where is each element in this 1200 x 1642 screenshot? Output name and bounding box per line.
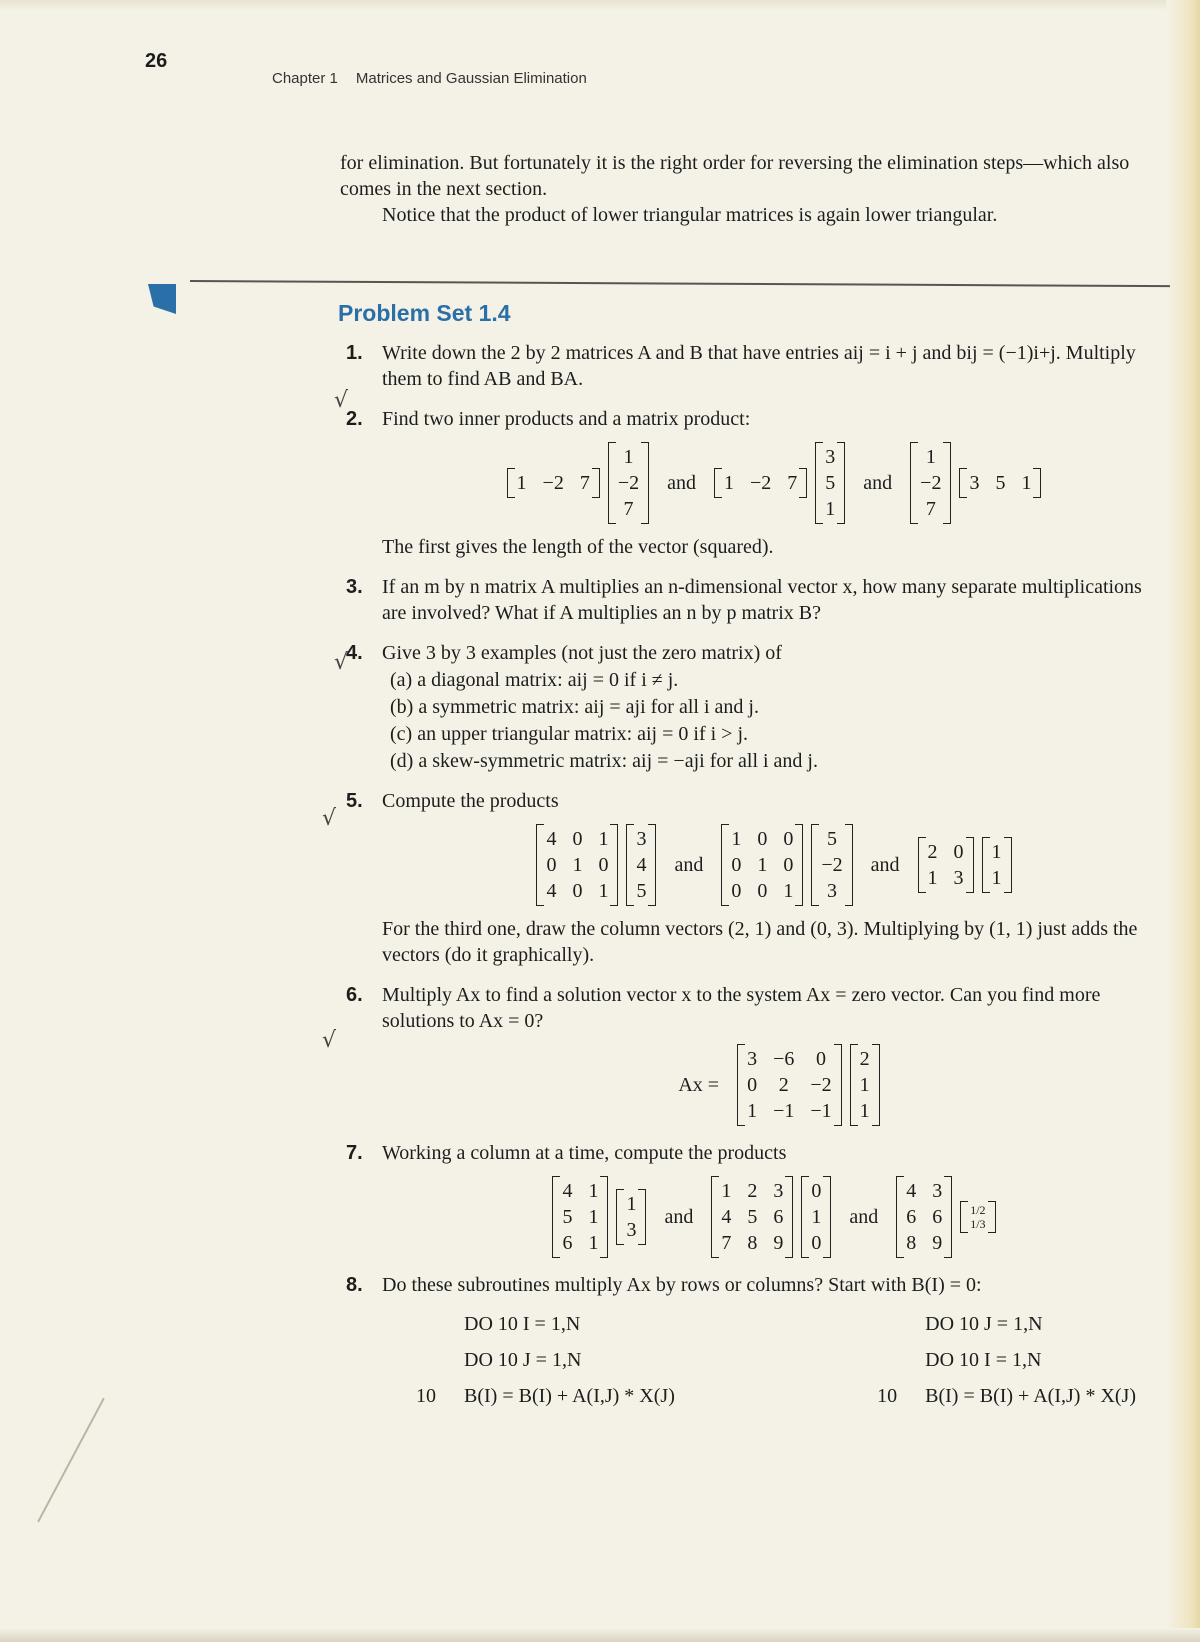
running-head <box>272 70 587 87</box>
entry: 1 <box>588 1232 599 1254</box>
entry: 1 <box>859 1074 870 1096</box>
entry: 1 <box>516 472 527 494</box>
entry: 6 <box>773 1206 784 1228</box>
problem-number: 6. <box>346 984 363 1006</box>
matrix <box>896 1176 952 1258</box>
entry: 1 <box>927 867 938 889</box>
problem-number: 5. <box>346 790 363 812</box>
entry: 3 <box>747 1048 758 1070</box>
entry: 3 <box>626 1219 637 1241</box>
entry: 4 <box>636 854 647 876</box>
entry: −2 <box>810 1074 832 1096</box>
column-vector <box>608 442 649 524</box>
sub-item-a: (a) a diagonal matrix: aij = 0 if i ≠ j. <box>390 669 679 691</box>
entry: 7 <box>579 472 590 494</box>
margin-tab-marker <box>148 284 176 314</box>
problem-8 <box>346 1272 1166 1414</box>
entry: 1 <box>859 1100 870 1122</box>
problem-2 <box>346 406 1166 560</box>
entry: 1 <box>598 828 609 850</box>
column-vector <box>982 837 1012 893</box>
row-vector <box>714 468 807 498</box>
problem-text: Find two inner products and a matrix product: <box>382 408 751 430</box>
entry: 6 <box>932 1206 943 1228</box>
equation-row <box>382 1044 1166 1126</box>
problem-1 <box>346 340 1166 392</box>
matrix <box>711 1176 793 1258</box>
entry: 0 <box>757 828 768 850</box>
equation-lhs: Ax = <box>678 1074 720 1096</box>
entry: 1 <box>991 841 1002 863</box>
sub-item-d: (d) a skew-symmetric matrix: aij = −aji for all i and j. <box>390 750 818 772</box>
entry: −2 <box>920 472 942 494</box>
sub-items <box>382 667 1166 774</box>
entry: 9 <box>773 1232 784 1254</box>
sub-item-b: (b) a symmetric matrix: aij = aji for all i and j. <box>390 696 759 718</box>
problem-text: Working a column at a time, compute the products <box>382 1142 787 1164</box>
column-vector <box>801 1176 831 1258</box>
entry: 1 <box>825 498 836 520</box>
problem-7 <box>346 1140 1166 1258</box>
entry: 3 <box>953 867 964 889</box>
entry: 0 <box>731 880 742 902</box>
entry: 9 <box>932 1232 943 1254</box>
code-line: DO 10 J = 1,N <box>925 1313 1043 1335</box>
connector-and: and <box>849 1206 879 1228</box>
connector-and: and <box>870 854 900 876</box>
entry: 0 <box>953 841 964 863</box>
matrix <box>552 1176 608 1258</box>
entry: −2 <box>821 854 843 876</box>
entry: 1 <box>925 446 936 468</box>
problem-3 <box>346 574 1166 626</box>
page-number: 26 <box>145 50 168 72</box>
matrix <box>918 837 974 893</box>
entry: 1 <box>588 1206 599 1228</box>
entry: 3 <box>773 1180 784 1202</box>
connector-and: and <box>667 472 696 494</box>
problem-number: 4. <box>346 642 363 664</box>
problem-number: 2. <box>346 408 363 430</box>
equation-row <box>382 824 1166 906</box>
connector-and: and <box>664 1206 694 1228</box>
entry: 3 <box>827 880 837 902</box>
entry: 1/2 <box>970 1203 986 1217</box>
entry: 0 <box>811 1232 822 1254</box>
entry: 1 <box>811 1206 822 1228</box>
equation-row <box>382 442 1166 524</box>
intro-paragraph: for elimination. But fortunately it is the right order for reversing the elimination steps—which also comes in the next section. <box>340 152 1130 200</box>
entry: 7 <box>623 498 634 520</box>
column-vector <box>811 824 852 906</box>
equation-row <box>382 1176 1166 1258</box>
page-bottom-edge <box>0 1628 1200 1642</box>
check-mark: √ <box>322 1028 337 1053</box>
connector-and: and <box>863 472 893 494</box>
matrix <box>737 1044 842 1126</box>
problem-number: 8. <box>346 1274 363 1296</box>
problem-4 <box>346 640 1166 774</box>
row-vector <box>507 468 600 498</box>
entry: 1 <box>724 472 734 494</box>
entry: 8 <box>747 1232 758 1254</box>
problem-note: For the third one, draw the column vectors (2, 1) and (0, 3). Multiplying by (1, 1) just adds the vectors (do it graphically). <box>382 918 1138 966</box>
entry: 1 <box>747 1100 758 1122</box>
section-rule <box>190 280 1170 287</box>
entry: 7 <box>787 472 798 494</box>
entry: 4 <box>546 880 557 902</box>
check-mark: √ <box>334 388 349 413</box>
entry: 3 <box>932 1180 943 1202</box>
entry: 7 <box>925 498 936 520</box>
entry: 1 <box>783 880 794 902</box>
chapter-number: Chapter 1 <box>272 70 338 87</box>
code-line: DO 10 J = 1,N <box>464 1349 582 1371</box>
entry: 2 <box>747 1180 758 1202</box>
subroutine-right <box>877 1306 1136 1414</box>
entry: 1 <box>588 1180 599 1202</box>
problem-number: 3. <box>346 576 363 598</box>
entry: 5 <box>562 1206 573 1228</box>
intro-paragraph-notice: Notice that the product of lower triangular matrices is again lower triangular. <box>382 204 998 226</box>
entry: 0 <box>572 880 583 902</box>
problem-number: 7. <box>346 1142 363 1164</box>
column-vector <box>616 1189 646 1245</box>
entry: 0 <box>811 1180 822 1202</box>
entry: 5 <box>636 880 647 902</box>
entry: 1 <box>626 1193 637 1215</box>
entry: −2 <box>542 472 564 494</box>
entry: 1/3 <box>970 1217 986 1231</box>
entry: 6 <box>562 1232 573 1254</box>
entry: 4 <box>546 828 557 850</box>
matrix <box>721 824 803 906</box>
problem-text: Give 3 by 3 examples (not just the zero matrix) of <box>382 642 782 664</box>
code-label: 10 <box>416 1385 436 1407</box>
entry: 3 <box>825 446 836 468</box>
row-vector <box>959 468 1041 498</box>
intro-text <box>340 150 1170 228</box>
problem-note: The first gives the length of the vector (squared). <box>382 536 774 558</box>
entry: −2 <box>750 472 772 494</box>
entry: 1 <box>623 446 634 468</box>
entry: 1 <box>991 867 1002 889</box>
code-line: DO 10 I = 1,N <box>464 1313 581 1335</box>
entry: −1 <box>773 1100 795 1122</box>
entry: 6 <box>906 1206 917 1228</box>
entry: 8 <box>906 1232 917 1254</box>
entry: 3 <box>636 828 647 850</box>
column-vector <box>910 442 951 524</box>
problem-text: Multiply Ax to find a solution vector x to the system Ax = zero vector. Can you find more solutions to Ax = 0? <box>382 984 1101 1032</box>
entry: 0 <box>757 880 768 902</box>
entry: 2 <box>778 1074 789 1096</box>
entry: 4 <box>562 1180 573 1202</box>
entry: 0 <box>572 828 583 850</box>
entry: 0 <box>598 854 609 876</box>
entry: 5 <box>995 472 1006 494</box>
entry: 1 <box>1021 472 1032 494</box>
column-vector <box>626 824 656 906</box>
column-vector <box>960 1201 995 1233</box>
entry: 2 <box>927 841 938 863</box>
entry: 5 <box>747 1206 758 1228</box>
entry: −6 <box>773 1048 795 1070</box>
column-vector <box>850 1044 880 1126</box>
entry: 1 <box>721 1180 732 1202</box>
pencil-stroke <box>37 1398 104 1523</box>
column-vector <box>815 442 845 524</box>
check-mark: √ <box>322 806 337 831</box>
problem-text: Compute the products <box>382 790 559 812</box>
entry: 7 <box>721 1232 732 1254</box>
entry: 4 <box>721 1206 732 1228</box>
entry: 1 <box>572 854 583 876</box>
subroutine-left <box>416 1306 675 1414</box>
entry: −2 <box>617 472 640 494</box>
entry: 0 <box>783 828 794 850</box>
page-right-edge <box>1166 0 1200 1642</box>
entry: 1 <box>757 854 768 876</box>
entry: 0 <box>747 1074 758 1096</box>
problem-6 <box>346 982 1166 1126</box>
chapter-title: Matrices and Gaussian Elimination <box>355 70 587 87</box>
entry: 1 <box>731 828 742 850</box>
problem-set-title: Problem Set 1.4 <box>338 300 511 326</box>
problem-5 <box>346 788 1166 968</box>
entry: 3 <box>969 472 980 494</box>
entry: 2 <box>859 1048 870 1070</box>
entry: 1 <box>598 880 609 902</box>
subroutine-listings <box>416 1306 1136 1414</box>
page-top-edge <box>0 0 1200 10</box>
entry: 4 <box>906 1180 917 1202</box>
code-line: B(I) = B(I) + A(I,J) * X(J) <box>925 1385 1136 1407</box>
connector-and: and <box>674 854 704 876</box>
code-label: 10 <box>877 1385 898 1407</box>
entry: 5 <box>825 472 836 494</box>
problem-text: Do these subroutines multiply Ax by rows or columns? Start with B(I) = 0: <box>382 1274 982 1296</box>
entry: −1 <box>810 1100 832 1122</box>
code-line: DO 10 I = 1,N <box>925 1349 1042 1371</box>
problem-number: 1. <box>346 342 363 364</box>
matrix <box>536 824 618 906</box>
code-line: B(I) = B(I) + A(I,J) * X(J) <box>464 1385 675 1407</box>
check-mark: √ <box>334 650 349 675</box>
problem-text: If an m by n matrix A multiplies an n-dimensional vector x, how many separate multiplications are involved? What if A multiplies an n by p matrix B? <box>382 576 1142 624</box>
entry: 0 <box>816 1048 826 1070</box>
problem-text: Write down the 2 by 2 matrices A and B that have entries aij = i + j and bij = (−1)i+j. Multiply them to find AB and BA. <box>382 342 1136 390</box>
entry: 0 <box>546 854 557 876</box>
problem-list <box>346 340 1166 1428</box>
entry: 5 <box>827 828 837 850</box>
entry: 0 <box>783 854 794 876</box>
entry: 0 <box>731 854 742 876</box>
sub-item-c: (c) an upper triangular matrix: aij = 0 if i > j. <box>390 723 748 745</box>
